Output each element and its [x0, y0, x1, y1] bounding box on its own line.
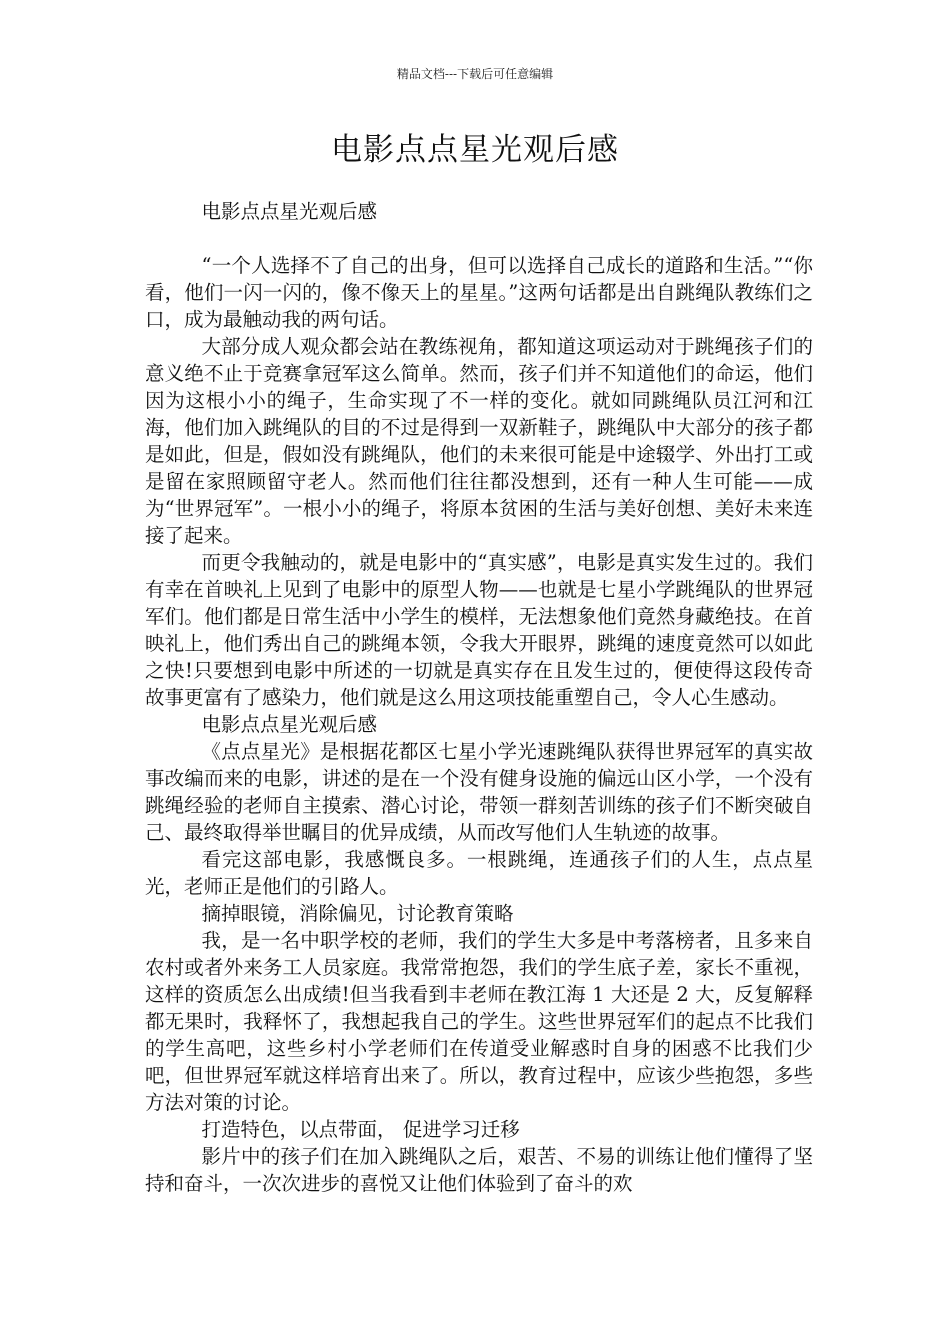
paragraph-heading: 电影点点星光观后感 — [201, 713, 378, 736]
paragraph: 而更令我触动的，就是电影中的“真实感”，电影是真实发生过的。我们有幸在首映礼上见到了电影中的原型人物——也就是七星小学跳绳队的世界冠军们。他们都是日常生活中小学生的模样，无法想象他们竟然身藏绝技。在首映礼上，他们秀出自己的跳绳本领，令我大开眼界，跳绳的速度竟然可以如此之快!只要想到电影中所述的一切就是真实存在且发生过的，便使得这段传奇故事更富有了感染力，他们就是这么用这项技能重塑自己，令人心生感动。 — [145, 551, 813, 709]
page-title: 电影点点星光观后感 — [331, 132, 619, 168]
paragraph: 我，是一名中职学校的老师，我们的学生大多是中考落榜者，且多来自农村或者外来务工人员家庭。我常常抱怨，我们的学生底子差，家长不重视，这样的资质怎么出成绩!但当我看到丰老师在教江海 1 大还是 2 大，反复解释都无果时，我释怀了，我想起我自己的学生。这些世界冠军们的起点不比我们的学生高吧，这些乡村小学老师们在传道受业解惑时自身的困惑不比我们少吧，但世界冠军就这样培育出来了。所以，教育过程中，应该少些抱怨，多些方法对策的讨论。 — [145, 929, 813, 1114]
paragraph: 《点点星光》是根据花都区七星小学光速跳绳队获得世界冠军的真实故事改编而来的电影，讲述的是在一个没有健身设施的偏远山区小学，一个没有跳绳经验的老师自主摸索、潜心讨论，带领一群刻苦训练的孩子们不断突破自己、最终取得举世瞩目的优异成绩，从而改写他们人生轨迹的故事。 — [145, 740, 813, 844]
paragraph-heading: 摘掉眼镜，消除偏见，讨论教育策略 — [201, 902, 514, 925]
paragraph-heading: 打造特色，以点带面， 促进学习迁移 — [201, 1118, 520, 1141]
blank-line — [145, 225, 813, 252]
paragraph: “一个人选择不了自己的出身，但可以选择自己成长的道路和生活。”“你看，他们一闪一闪的，像不像天上的星星。”这两句话都是出自跳绳队教练们之口，成为最触动我的两句话。 — [145, 254, 813, 331]
document-body — [145, 198, 813, 1197]
paragraph: 大部分成人观众都会站在教练视角，都知道这项运动对于跳绳孩子们的意义绝不止于竞赛拿冠军这么简单。然而，孩子们并不知道他们的命运，他们因为这根小小的绳子，生命实现了不一样的变化。就如同跳绳队员江河和江海，他们加入跳绳队的目的不过是得到一双新鞋子，跳绳队中大部分的孩子都是如此，但是，假如没有跳绳队，他们的未来很可能是中途辍学、外出打工或是留在家照顾留守老人。然而他们往往都没想到，还有一种人生可能——成为“世界冠军”。一根小小的绳子，将原本贫困的生活与美好创想、美好未来连接了起来。 — [145, 335, 813, 547]
header-note: 精品文档---下载后可任意编辑 — [396, 67, 554, 81]
paragraph-subtitle: 电影点点星光观后感 — [201, 200, 378, 223]
paragraph: 影片中的孩子们在加入跳绳队之后，艰苦、不易的训练让他们懂得了坚持和奋斗，一次次进步的喜悦又让他们体验到了奋斗的欢 — [145, 1145, 813, 1195]
paragraph: 看完这部电影，我感慨良多。一根跳绳，连通孩子们的人生，点点星光，老师正是他们的引路人。 — [145, 848, 813, 898]
